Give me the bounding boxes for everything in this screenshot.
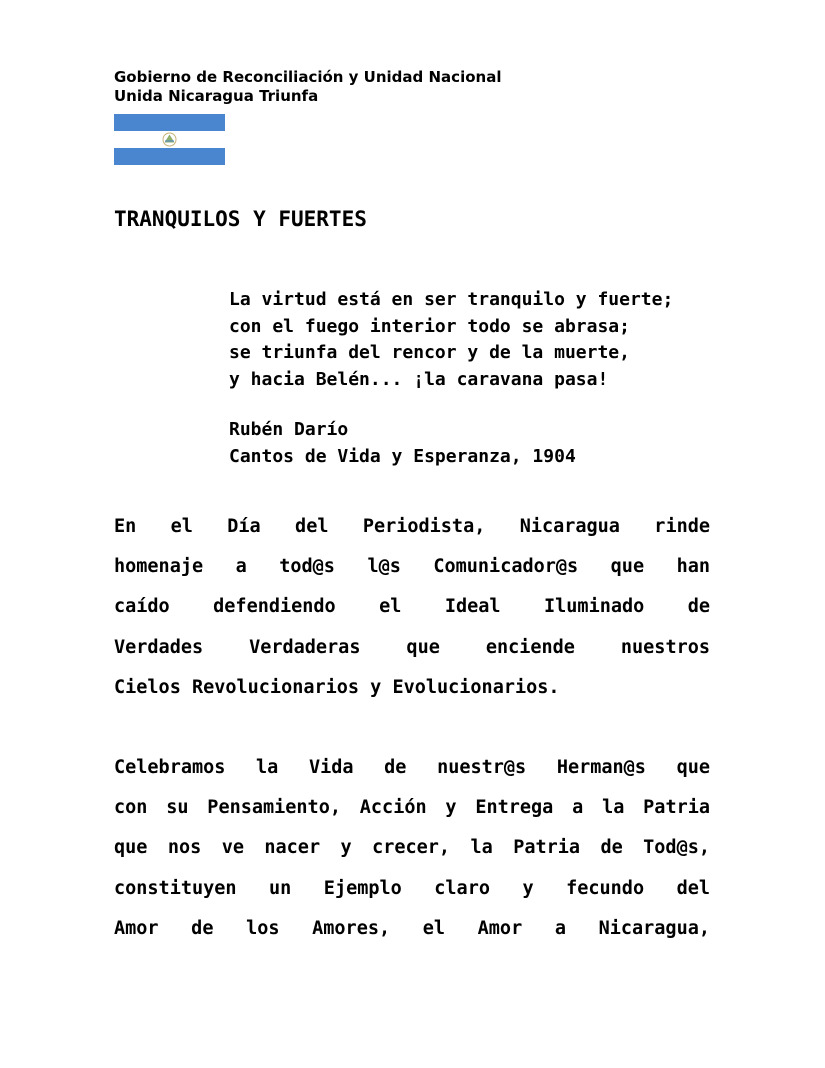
epigraph-poem <box>229 287 673 393</box>
government-name: Gobierno de Reconciliación y Unidad Nacional <box>114 68 502 86</box>
paragraph-line: caído defendiendo el Ideal Iluminado de <box>114 596 710 618</box>
paragraph-line: que nos ve nacer y crecer, la Patria de Tod@s, <box>114 837 710 859</box>
paragraph-line: Celebramos la Vida de nuestr@s Herman@s que <box>114 757 710 778</box>
paragraph-line: con su Pensamiento, Acción y Entrega a la Patria <box>114 797 710 819</box>
epigraph-attribution <box>229 417 576 470</box>
paragraph-line: homenaje a tod@s l@s Comunicador@s que han <box>114 556 710 578</box>
body-paragraph-1 <box>114 507 710 708</box>
poem-source: Cantos de Vida y Esperanza, 1904 <box>229 445 576 467</box>
paragraph-line: Verdades Verdaderas que enciende nuestros <box>114 636 710 658</box>
document-title: TRANQUILOS Y FUERTES <box>114 207 367 231</box>
paragraph-line: En el Día del Periodista, Nicaragua rinde <box>114 516 710 537</box>
paragraph-line: Cielos Revolucionarios y Evolucionarios. <box>114 676 560 698</box>
poem-line: y hacia Belén... ¡la caravana pasa! <box>229 368 609 390</box>
government-slogan: Unida Nicaragua Triunfa <box>114 87 319 105</box>
nicaragua-flag-icon <box>114 114 225 165</box>
poem-line: con el fuego interior todo se abrasa; <box>229 315 630 337</box>
poem-line: se triunfa del rencor y de la muerte, <box>229 342 630 363</box>
poem-line: La virtud está en ser tranquilo y fuerte; <box>229 289 674 310</box>
paragraph-line: Amor de los Amores, el Amor a Nicaragua, <box>114 917 710 939</box>
body-paragraph-2 <box>114 748 710 949</box>
government-header <box>114 68 501 106</box>
coat-of-arms-icon <box>163 133 176 146</box>
paragraph-line: constituyen un Ejemplo claro y fecundo del <box>114 877 710 899</box>
poem-author: Rubén Darío <box>229 419 349 440</box>
